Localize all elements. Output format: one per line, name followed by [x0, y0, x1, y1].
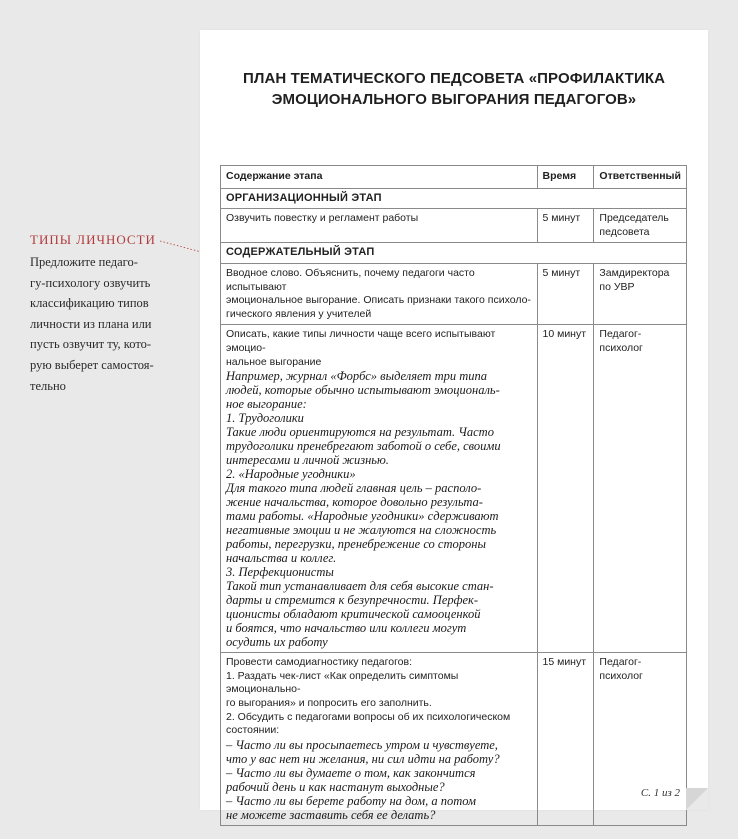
row-content [221, 653, 538, 826]
content-line: нальное выгорание [226, 355, 322, 368]
example-line: и боятся, что начальство или коллеги могут [226, 621, 467, 636]
section-content: СОДЕРЖАТЕЛЬНЫЙ ЭТАП [221, 243, 687, 264]
responsible-line: Педагог- [599, 656, 642, 669]
question-line: – Часто ли вы просыпаетесь утром и чувствуете, [226, 737, 498, 752]
example-line: интересами и личной жизнью. [226, 453, 389, 468]
content-line: Озвучить повестку и регламент работы [226, 212, 419, 225]
example-line: осудить их работу [226, 635, 328, 650]
content-line: го выгорания» и попросить его заполнить. [226, 696, 432, 709]
example-line: людей, которые обычно испытывают эмоциональ- [226, 383, 500, 398]
title-line: ПЛАН ТЕМАТИЧЕСКОГО ПЕДСОВЕТА «ПРОФИЛАКТИКА [242, 70, 666, 87]
row-content [221, 209, 538, 243]
plan-table [220, 165, 687, 826]
content-line: Вводное слово. Объяснить, почему педагоги часто испытывают [226, 266, 475, 293]
row-content [221, 263, 538, 324]
row-time: 5 минут [537, 209, 594, 243]
sidenote-line: личности из плана или [30, 316, 152, 331]
sidenote-line: рую выберет самостоя- [30, 357, 154, 372]
example-line: 2. «Народные угодники» [226, 467, 356, 482]
header-time: Время [537, 166, 594, 189]
example-line: начальства и коллег. [226, 551, 337, 566]
example-line: 1. Трудоголики [226, 411, 304, 426]
example-line: Например, журнал «Форбс» выделяет три типа [226, 369, 488, 384]
responsible-line: психолог [599, 341, 643, 354]
table-row [221, 653, 687, 826]
row-responsible [594, 209, 687, 243]
responsible-line: Замдиректора [599, 266, 670, 279]
table-row [221, 263, 687, 324]
row-responsible [594, 325, 687, 653]
example-line: Такие люди ориентируются на результат. Часто [226, 425, 494, 440]
responsible-line: психолог [599, 669, 643, 682]
example-line: 3. Перфекционисты [226, 565, 334, 580]
responsible-line: педсовета [599, 225, 650, 238]
question-line: что у вас нет ни желания, ни сил идти на работу? [226, 751, 500, 766]
sidenote-title: ТИПЫ ЛИЧНОСТИ [30, 232, 156, 247]
question-line: рабочий день и как настанут выходные? [226, 779, 445, 794]
content-line: гического явления у учителей [226, 307, 372, 320]
table-row [221, 209, 687, 243]
example-line: Такой тип устанавливает для себя высокие стан- [226, 579, 494, 594]
example-line: трудоголики пренебрегают заботой о себе, своими [226, 439, 501, 454]
page-curl-corner [686, 788, 708, 810]
content-line: 2. Обсудить с педагогами вопросы об их психологическом [226, 710, 511, 723]
example-line: жение начальства, которое довольно результа- [226, 495, 483, 510]
section-row [221, 188, 687, 209]
question-line: – Часто ли вы думаете о том, как закончится [226, 765, 476, 780]
section-organizational: ОРГАНИЗАЦИОННЫЙ ЭТАП [221, 188, 687, 209]
sidenote-body [30, 252, 190, 396]
sidenote-line: тельно [30, 378, 66, 393]
sidenote-line: классификацию типов [30, 296, 149, 311]
row-responsible [594, 263, 687, 324]
row-time: 10 минут [537, 325, 594, 653]
content-line: состоянии: [226, 724, 280, 737]
responsible-line: Педагог- [599, 328, 642, 341]
row-time: 5 минут [537, 263, 594, 324]
question-line: – Часто ли вы берете работу на дом, а потом [226, 793, 477, 808]
example-line: ное выгорание: [226, 397, 307, 412]
page-number: С. 1 из 2 [640, 787, 680, 799]
example-line: дарты и стремится к безупречности. Перфек- [226, 593, 479, 608]
content-line: эмоциональное выгорание. Описать признаки такого психоло- [226, 294, 531, 307]
question-line: не можете заставить себя ее делать? [226, 807, 436, 822]
responsible-line: Председатель [599, 212, 669, 225]
example-line: тами работы. «Народные угодники» сдерживают [226, 509, 499, 524]
example-line: Для такого типа людей главная цель – располо- [226, 481, 482, 496]
table-header-row [221, 166, 687, 189]
example-line: ционисты обладают критической самооценкой [226, 607, 481, 622]
header-responsible: Ответственный [594, 166, 687, 189]
content-line: Описать, какие типы личности чаще всего испытывают эмоцио- [226, 328, 496, 354]
content-line: 1. Раздать чек-лист «Как определить симптомы эмоционально- [226, 669, 459, 696]
title-line: ЭМОЦИОНАЛЬНОГО ВЫГОРАНИЯ ПЕДАГОГОВ» [271, 91, 637, 108]
content-line: Провести самодиагностику педагогов: [226, 656, 413, 669]
row-time: 15 минут [537, 653, 594, 826]
example-line: негативные эмоции и не жалуются на сложность [226, 523, 497, 538]
responsible-line: по УВР [599, 280, 635, 293]
document-page [200, 30, 708, 822]
document-title [200, 68, 708, 110]
example-line: работы, перегрузки, пренебрежение со стороны [226, 537, 486, 552]
sidenote-line: пусть озвучит ту, кото- [30, 337, 152, 352]
table-row [221, 325, 687, 653]
row-responsible [594, 653, 687, 826]
sidenote-line: Предложите педаго- [30, 255, 138, 269]
row-content [221, 325, 538, 653]
sidenote-line: гу-психологу озвучить [30, 275, 151, 290]
section-row [221, 243, 687, 264]
header-content: Содержание этапа [221, 166, 538, 189]
